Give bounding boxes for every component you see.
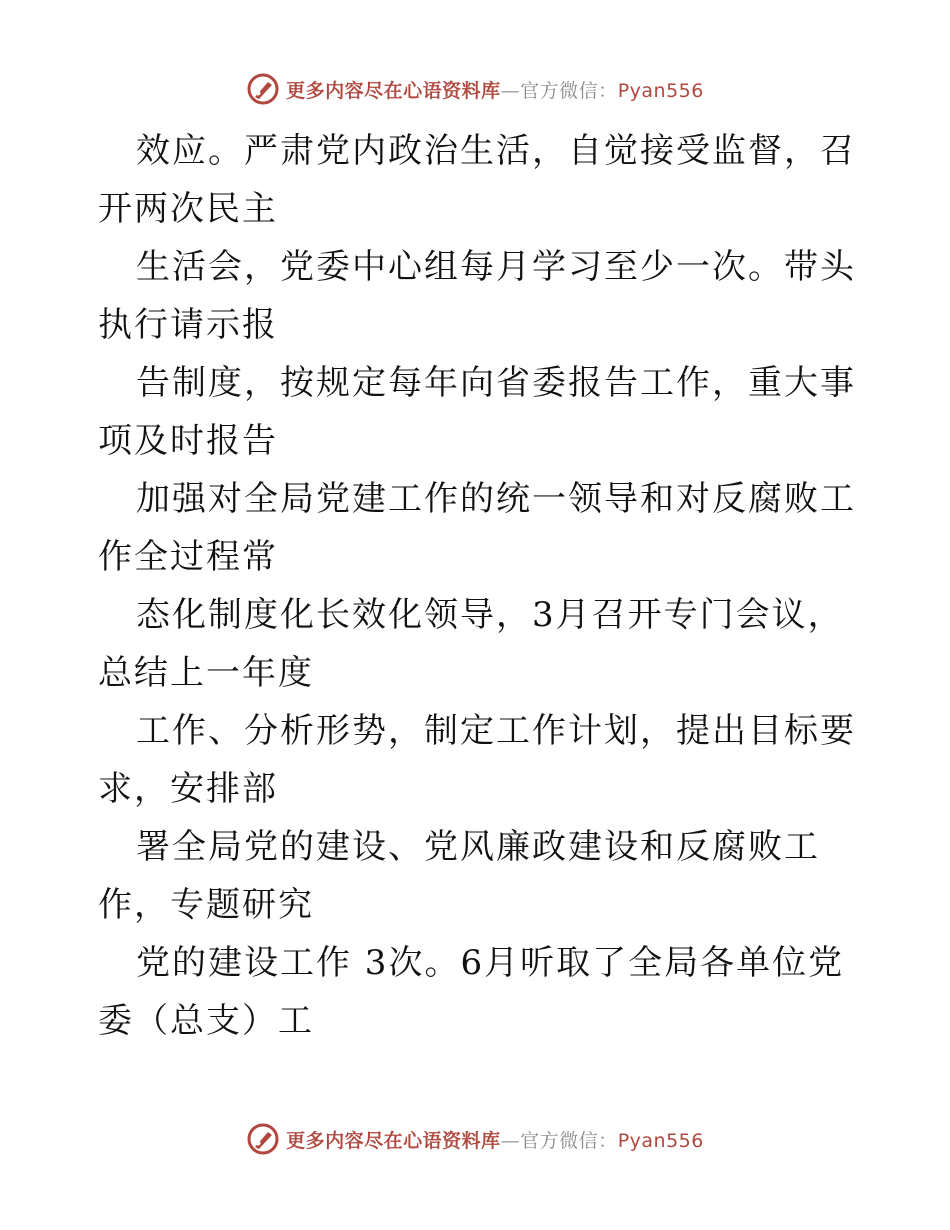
watermark-main: 更多内容尽在心语资料库 — [286, 79, 501, 102]
paragraph: 生活会，党委中心组每月学习至少一次。带头执行请示报 — [98, 247, 856, 345]
watermark-id: Pyan556 — [617, 79, 704, 102]
header-watermark — [0, 72, 950, 106]
watermark-text — [286, 76, 704, 103]
paragraph: 工作、分析形势，制定工作计划，提出目标要求，安排部 — [98, 711, 856, 809]
paragraph: 党的建设工作 3次。6月听取了全局各单位党委（总支）工 — [98, 943, 845, 1041]
watermark-separator: — — [500, 1129, 521, 1152]
watermark-separator: — — [500, 79, 521, 102]
pen-seal-icon — [246, 1122, 280, 1156]
pen-seal-icon — [246, 72, 280, 106]
paragraph: 署全局党的建设、党风廉政建设和反腐败工作，专题研究 — [98, 827, 820, 925]
watermark-label: 官方微信： — [520, 1129, 618, 1152]
document-body — [98, 122, 858, 1050]
footer-watermark — [0, 1122, 950, 1156]
watermark-text — [286, 1126, 704, 1153]
paragraph: 效应。严肃党内政治生活，自觉接受监督，召开两次民主 — [98, 131, 856, 229]
paragraph: 加强对全局党建工作的统一领导和对反腐败工作全过程常 — [98, 479, 856, 577]
watermark-label: 官方微信： — [520, 79, 618, 102]
watermark-id: Pyan556 — [617, 1129, 704, 1152]
paragraph: 告制度，按规定每年向省委报告工作，重大事项及时报告 — [98, 363, 856, 461]
paragraph: 态化制度化长效化领导，3月召开专门会议，总结上一年度 — [98, 595, 844, 693]
watermark-main: 更多内容尽在心语资料库 — [286, 1129, 501, 1152]
